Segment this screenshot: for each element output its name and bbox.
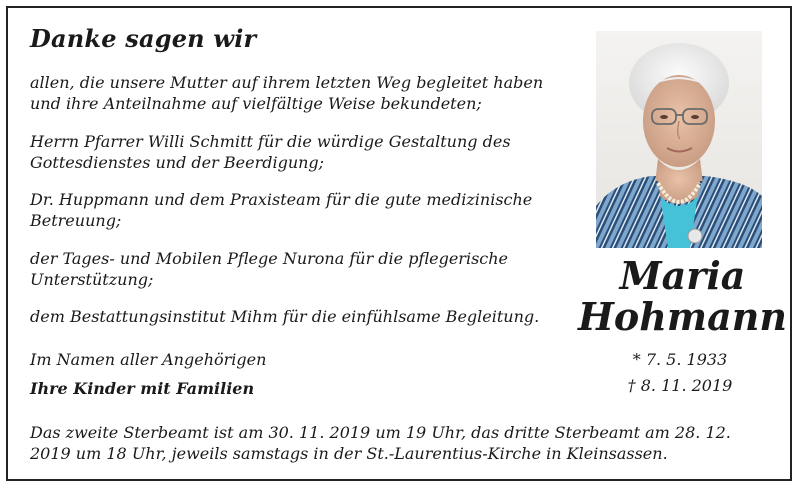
signature-line-1: Im Namen aller Angehörigen bbox=[30, 350, 267, 369]
paragraph-3: Dr. Huppmann und dem Praxisteam für die gute medizinische Betreuung; bbox=[30, 190, 533, 230]
deceased-last-name: Hohmann bbox=[578, 294, 787, 339]
paragraph-2: Herrn Pfarrer Willi Schmitt für die würdige Gestaltung des Gottesdienstes und der Beerdigung; bbox=[30, 132, 511, 172]
birth-date: * 7. 5. 1933 bbox=[632, 350, 728, 369]
death-date: † 8. 11. 2019 bbox=[627, 376, 733, 395]
paragraph-1: allen, die unsere Mutter auf ihrem letzten Weg begleitet haben und ihre Anteilnahme auf vielfältige Weise bekundeten; bbox=[30, 73, 544, 113]
paragraph-4: der Tages- und Mobilen Pflege Nurona für die pflegerische Unterstützung; bbox=[30, 249, 509, 289]
deceased-first-name: Maria bbox=[619, 253, 746, 298]
memorial-service-notice: Das zweite Sterbeamt ist am 30. 11. 2019 um 19 Uhr, das dritte Sterbeamt am 28. 12. 2019 um 18 Uhr, jeweils samstags in der St.-Laurentius-Kirche in Kleinsassen. bbox=[30, 423, 731, 463]
portrait-photo bbox=[596, 31, 762, 248]
paragraph-5: dem Bestattungsinstitut Mihm für die einfühlsame Begleitung. bbox=[30, 307, 540, 326]
heading: Danke sagen wir bbox=[30, 24, 257, 53]
signature-line-2: Ihre Kinder mit Familien bbox=[30, 379, 255, 398]
